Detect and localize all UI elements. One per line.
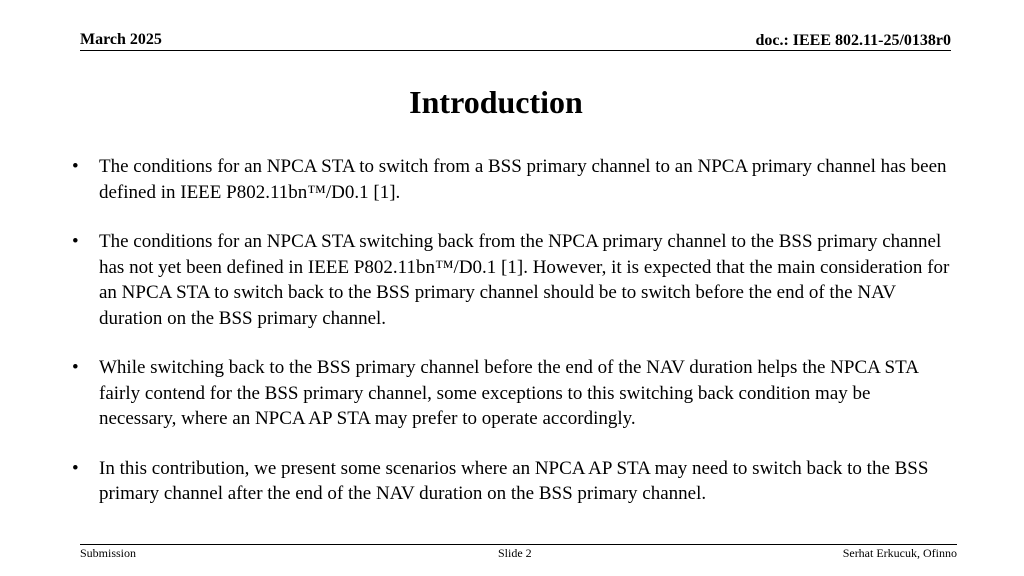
bullet-item-4 xyxy=(72,456,952,507)
header-date: March 2025 xyxy=(80,31,162,48)
footer-divider xyxy=(80,544,957,545)
bullet-marker: • xyxy=(72,156,79,177)
bullet-text: While switching back to the BSS primary channel before the end of the NAV duration helps the NPCA STA fairly contend for the BSS primary channel, some exceptions to this switching back condition may be necessary, where an NPCA AP STA may prefer to operate accordingly. xyxy=(99,357,918,429)
bullet-item-1 xyxy=(72,154,952,205)
bullet-item-2 xyxy=(72,229,952,331)
bullet-text: The conditions for an NPCA STA switching back from the NPCA primary channel to the BSS primary channel has not yet been defined in IEEE P802.11bn™/D0.1 [1]. However, it is expected that the main consideration for an NPCA STA to switch back to the BSS primary channel should be to switch before the end of the NAV duration on the BSS primary channel. xyxy=(99,231,950,329)
slide-number: Slide 2 xyxy=(498,546,532,560)
header-divider xyxy=(80,50,951,51)
bullet-marker: • xyxy=(72,357,79,378)
bullet-marker: • xyxy=(72,457,79,479)
footer-author: Serhat Erkucuk, Ofinno xyxy=(842,546,957,560)
document-id: doc.: IEEE 802.11-25/0138r0 xyxy=(755,32,951,49)
bullet-text: The conditions for an NPCA STA to switch from a BSS primary channel to an NPCA primary channel has been defined in IEEE P802.11bn™/D0.1 [1]. xyxy=(99,156,947,203)
bullet-marker: • xyxy=(72,231,79,252)
slide-title: Introduction xyxy=(409,84,583,120)
bullet-item-3 xyxy=(72,355,952,432)
bullet-list xyxy=(72,154,952,531)
bullet-text: In this contribution, we present some scenarios where an NPCA AP STA may need to switch back to the BSS primary channel after the end of the NAV duration on the BSS primary channel. xyxy=(99,457,929,504)
footer-submission: Submission xyxy=(80,546,137,560)
